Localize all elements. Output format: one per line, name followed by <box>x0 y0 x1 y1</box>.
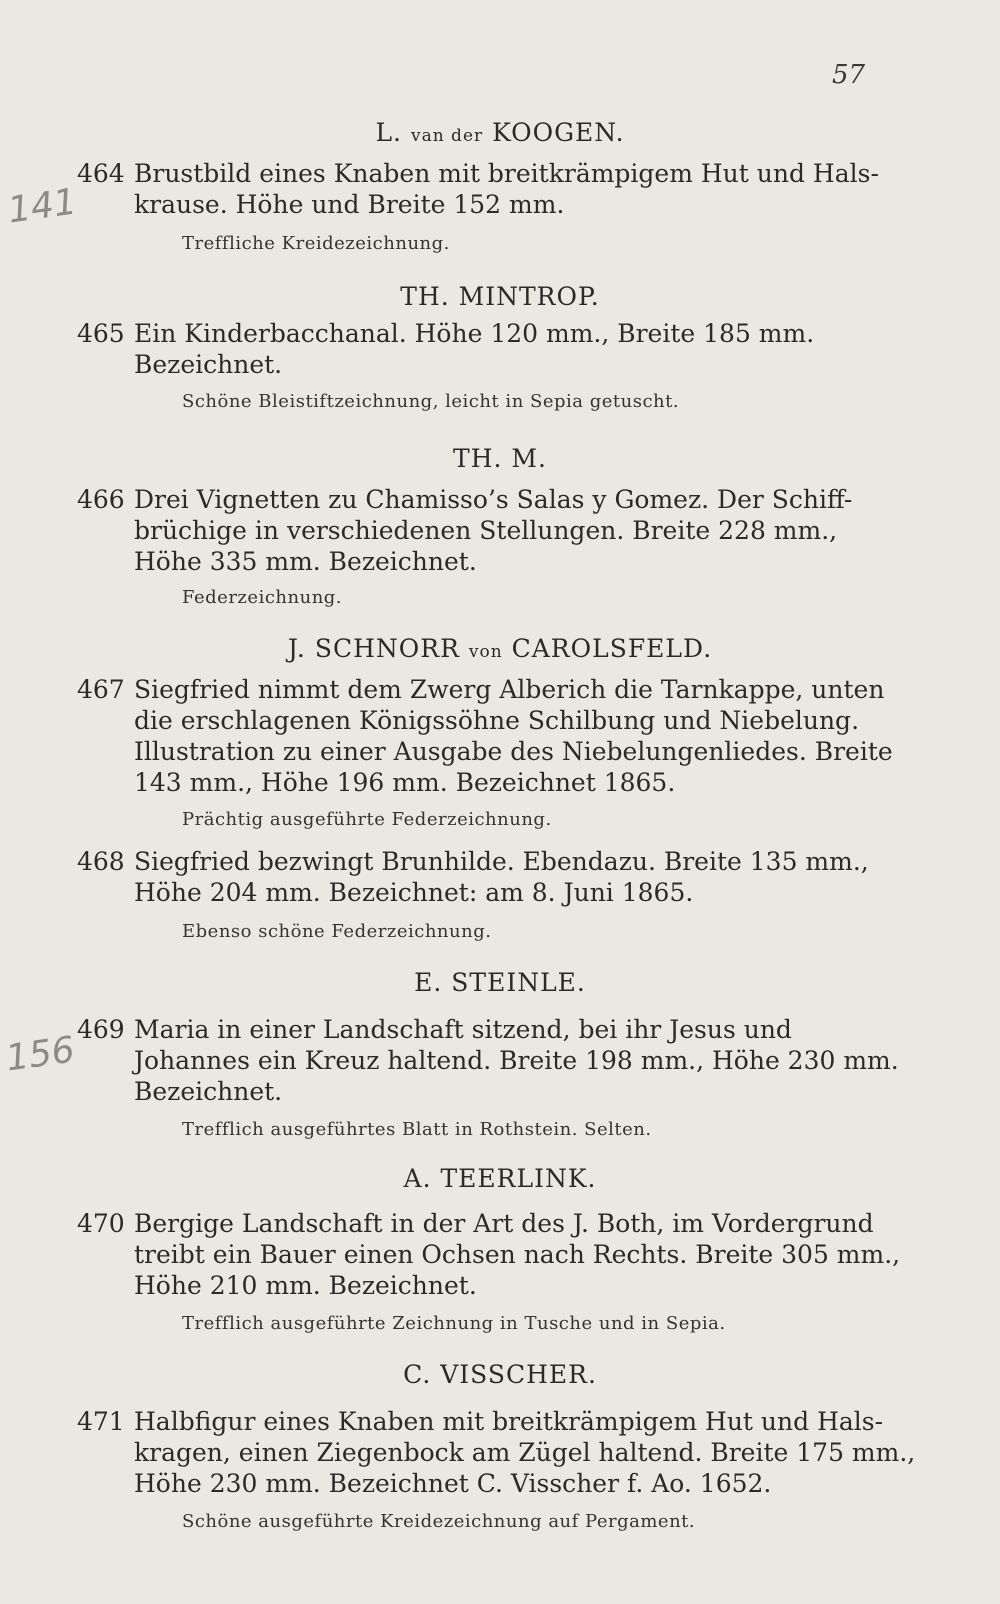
description-line: Ein Kinderbacchanal. Höhe 120 mm., Breite 185 mm. <box>134 319 815 348</box>
entry-number: 471 <box>77 1407 125 1436</box>
description-line: Brustbild eines Knaben mit breitkrämpigem Hut und Hals- <box>134 159 879 188</box>
artist-heading-particle: van der <box>410 126 484 146</box>
description-line: kragen, einen Ziegenbock am Zügel haltend. Breite 175 mm., <box>134 1438 916 1467</box>
entry-note: Schöne Bleistiftzeichnung, leicht in Sepia getuscht. <box>182 391 680 412</box>
description-line: Maria in einer Landschaft sitzend, bei ihr Jesus und <box>134 1015 792 1044</box>
description-line: Höhe 335 mm. Bezeichnet. <box>134 547 477 576</box>
artist-heading <box>0 282 1000 311</box>
entry-description <box>134 846 869 908</box>
artist-heading-prefix: J. SCHNORR <box>287 634 460 663</box>
entry-note: Schöne ausgeführte Kreidezeichnung auf Pergament. <box>182 1511 696 1532</box>
artist-heading-prefix: L. <box>375 118 403 147</box>
margin-note-pencil: 141 <box>5 181 80 232</box>
description-line: krause. Höhe und Breite 152 mm. <box>134 190 565 219</box>
entry-description <box>134 484 864 577</box>
description-line: Höhe 210 mm. Bezeichnet. <box>134 1271 477 1300</box>
entry-number: 464 <box>77 159 125 188</box>
description-line: Bergige Landschaft in der Art des J. Both, im Vordergrund <box>134 1209 874 1238</box>
description-line: treibt ein Bauer einen Ochsen nach Rechts. Breite 305 mm., <box>134 1240 901 1269</box>
entry-description <box>134 1208 901 1301</box>
entry-note: Trefflich ausgeführtes Blatt in Rothstein. Selten. <box>182 1119 652 1140</box>
artist-heading-name: TH. M. <box>453 444 547 473</box>
description-line: 143 mm., Höhe 196 mm. Bezeichnet 1865. <box>134 768 676 797</box>
entry-description <box>134 674 893 798</box>
description-line: Drei Vignetten zu Chamisso’s Salas y Gomez. Der Schiff- <box>134 485 853 514</box>
entry-number: 470 <box>77 1209 125 1238</box>
entry-number: 468 <box>77 847 125 876</box>
description-line: Siegfried bezwingt Brunhilde. Ebendazu. Breite 135 mm., <box>134 847 869 876</box>
description-line: Siegfried nimmt dem Zwerg Alberich die Tarnkappe, unten <box>134 675 885 704</box>
description-line: Bezeichnet. <box>134 1077 283 1106</box>
artist-heading-name: TH. MINTROP. <box>400 282 600 311</box>
entry-description <box>134 1406 916 1499</box>
artist-heading-particle: von <box>468 642 503 662</box>
description-line: brüchige in verschiedenen Stellungen. Breite 228 mm., <box>134 516 838 545</box>
margin-note-pencil: 156 <box>3 1029 78 1080</box>
entry-number: 465 <box>77 319 125 348</box>
entry-number: 466 <box>77 485 125 514</box>
entry-number: 467 <box>77 675 125 704</box>
entry-number: 469 <box>77 1015 125 1044</box>
artist-heading-name: E. STEINLE. <box>414 968 586 997</box>
artist-heading <box>0 968 1000 997</box>
entry-description <box>134 1014 899 1107</box>
entry-note: Prächtig ausgeführte Federzeichnung. <box>182 809 552 830</box>
description-line: Johannes ein Kreuz haltend. Breite 198 mm., Höhe 230 mm. <box>134 1046 899 1075</box>
entry-description <box>134 318 864 380</box>
description-line: Illustration zu einer Ausgabe des Niebelungenliedes. Breite <box>134 737 893 766</box>
page-number: 57 <box>832 60 866 90</box>
description-line: die erschlagenen Königssöhne Schilbung und Niebelung. <box>134 706 860 735</box>
artist-heading <box>0 1164 1000 1193</box>
entry-note: Trefflich ausgeführte Zeichnung in Tusche und in Sepia. <box>182 1313 726 1334</box>
description-line: Halbfigur eines Knaben mit breitkrämpigem Hut und Hals- <box>134 1407 884 1436</box>
description-line: Höhe 230 mm. Bezeichnet C. Visscher f. Ao. 1652. <box>134 1469 772 1498</box>
artist-heading-name: A. TEERLINK. <box>403 1164 597 1193</box>
description-line: Höhe 204 mm. Bezeichnet: am 8. Juni 1865. <box>134 878 694 907</box>
entry-note: Ebenso schöne Federzeichnung. <box>182 921 492 942</box>
entry-note: Treffliche Kreidezeichnung. <box>182 233 450 254</box>
artist-heading-surname: CAROLSFELD. <box>511 634 713 663</box>
artist-heading <box>0 634 1000 663</box>
artist-heading-name: C. VISSCHER. <box>403 1360 597 1389</box>
artist-heading-surname: KOOGEN. <box>492 118 625 147</box>
artist-heading <box>0 118 1000 147</box>
entry-note: Federzeichnung. <box>182 587 343 608</box>
entry-description <box>134 158 879 220</box>
artist-heading <box>0 444 1000 473</box>
artist-heading <box>0 1360 1000 1389</box>
description-line: Bezeichnet. <box>134 350 283 379</box>
